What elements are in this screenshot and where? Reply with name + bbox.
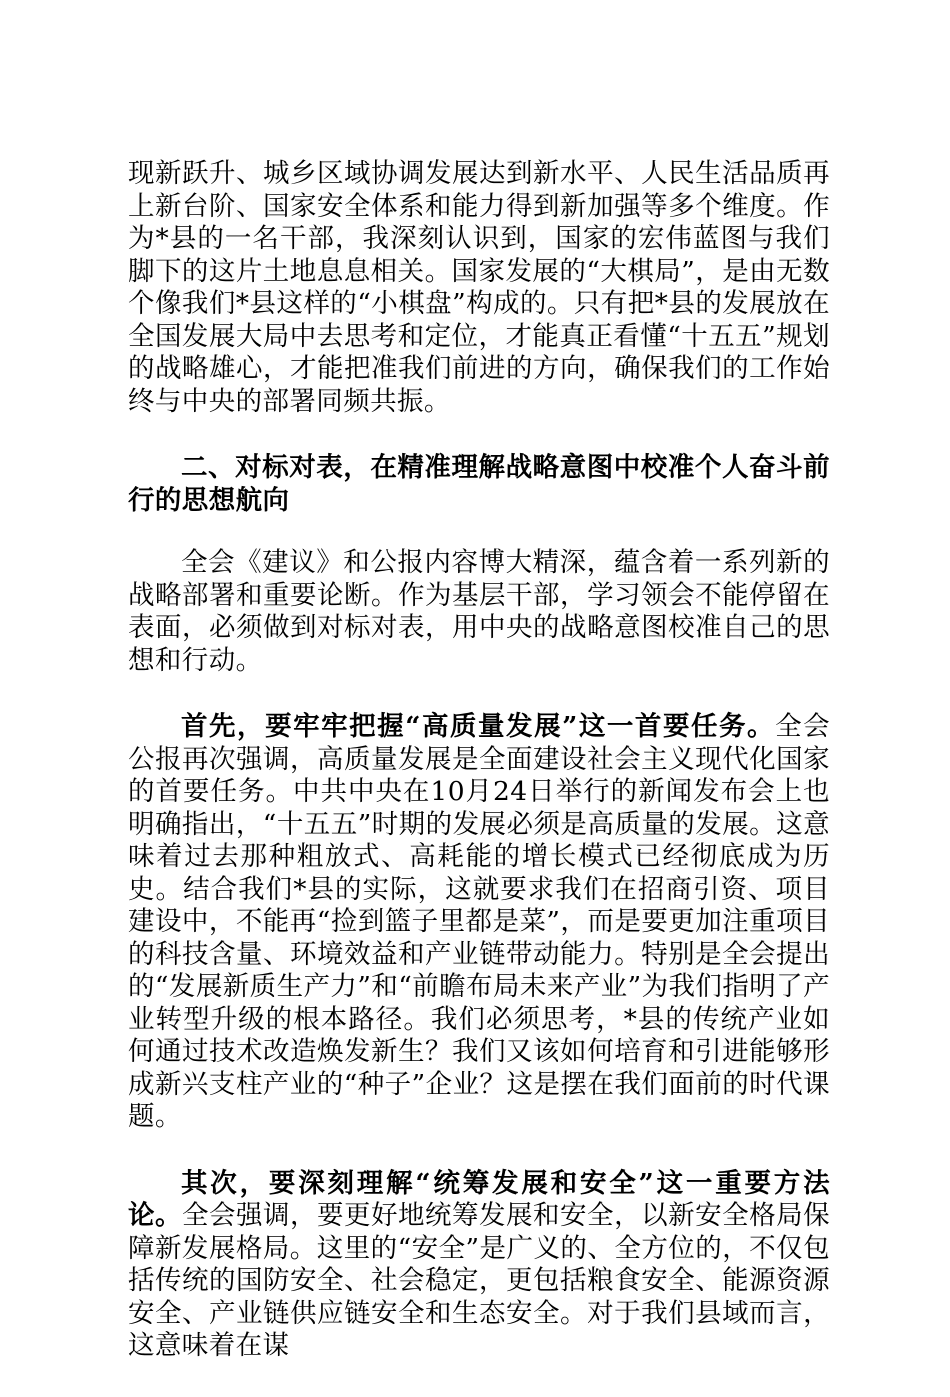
paragraph-first-lead: 首先，要牢牢把握“高质量发展”这一首要任务。	[181, 711, 776, 742]
paragraph-second	[128, 1168, 830, 1363]
paragraph-first-body: 全会公报再次强调，高质量发展是全面建设社会主义现代化国家的首要任务。中共中央在10月24日举行的新闻发布会上也明确指出，“十五五”时期的发展必须是高质量的发展。这意味着过去那种粗放式、高耗能的增长模式已经彻底成为历史。结合我们*县的实际，这就要求我们在招商引资、项目建设中，不能再“捡到篮子里都是菜”，而是要更加注重项目的科技含量、环境效益和产业链带动能力。特别是全会提出的“发展新质生产力”和“前瞻布局未来产业”为我们指明了产业转型升级的根本路径。我们必须思考，*县的传统产业如何通过技术改造焕发新生？我们又该如何培育和引进能够形成新兴支柱产业的“种子”企业？这是摆在我们面前的时代课题。	[128, 711, 830, 1132]
paragraph-continued: 现新跃升、城乡区域协调发展达到新水平、人民生活品质再上新台阶、国家安全体系和能力得到新加强等多个维度。作为*县的一名干部，我深刻认识到，国家的宏伟蓝图与我们脚下的这片土地息息相关。国家发展的“大棋局”，是由无数个像我们*县这样的“小棋盘”构成的。只有把*县的发展放在全国发展大局中去思考和定位，才能真正看懂“十五五”规划的战略雄心，才能把准我们前进的方向，确保我们的工作始终与中央的部署同频共振。	[128, 158, 830, 417]
section-heading-2: 二、对标对表，在精准理解战略意图中校准个人奋斗前行的思想航向	[128, 452, 830, 516]
paragraph-second-lead: 其次，要深刻理解“统筹发展和安全”这一重要方法论。	[128, 1167, 830, 1231]
paragraph-intro: 全会《建议》和公报内容博大精深，蕴含着一系列新的战略部署和重要论断。作为基层干部，学习领会不能停留在表面，必须做到对标对表，用中央的战略意图校准自己的思想和行动。	[128, 547, 830, 676]
paragraph-second-body: 全会强调，要更好地统筹发展和安全，以新安全格局保障新发展格局。这里的“安全”是广义的、全方位的，不仅包括传统的国防安全、社会稳定，更包括粮食安全、能源资源安全、产业链供应链安全和生态安全。对于我们县域而言，这意味着在谋	[128, 1200, 830, 1361]
document-page	[128, 158, 830, 1397]
paragraph-first	[128, 711, 830, 1134]
